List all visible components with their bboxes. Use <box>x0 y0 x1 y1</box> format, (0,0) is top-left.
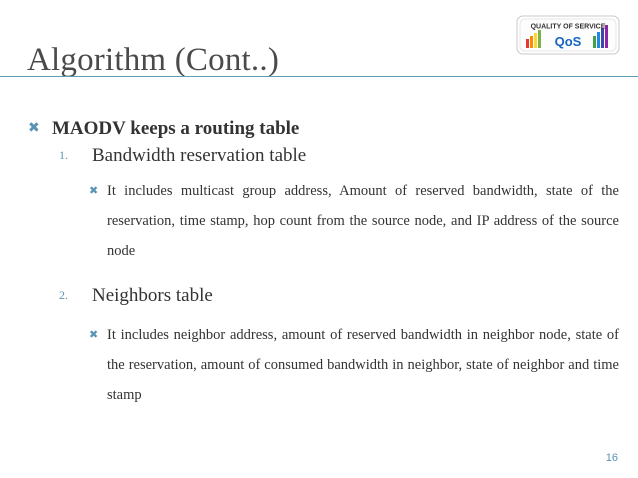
x-mark-icon: ✖ <box>28 120 40 136</box>
title-divider <box>0 76 638 77</box>
main-bullet <box>28 118 299 140</box>
slide-title: Algorithm (Cont..) <box>27 42 280 78</box>
page-number: 16 <box>605 452 618 464</box>
sub-bullet-2 <box>89 320 619 410</box>
numbered-item-1 <box>59 145 306 167</box>
sub-bullet-1 <box>89 176 619 266</box>
x-mark-icon: ✖ <box>89 328 99 341</box>
logo-main-text: QoS <box>554 34 582 49</box>
main-bullet-text: MAODV keeps a routing table <box>52 118 300 139</box>
qos-logo <box>516 15 620 55</box>
item-heading: Bandwidth reservation table <box>92 145 307 166</box>
bar-chart-logo-icon <box>516 15 620 55</box>
sub-bullet-text: It includes neighbor address, amount of reserved bandwidth in neighbor node, state of the reservation, amount of consumed bandwidth in neighbor, state of neighbor and time stamp <box>107 327 619 403</box>
item-heading: Neighbors table <box>92 285 213 306</box>
sub-bullet-text: It includes multicast group address, Amount of reserved bandwidth, state of the reservation, time stamp, hop count from the source node, and IP address of the source node <box>107 183 619 259</box>
x-mark-icon: ✖ <box>89 184 99 197</box>
item-number: 2. <box>59 288 68 302</box>
item-number: 1. <box>59 148 68 162</box>
numbered-item-2 <box>59 285 213 307</box>
logo-top-text: QUALITY OF SERVICE <box>530 23 606 31</box>
